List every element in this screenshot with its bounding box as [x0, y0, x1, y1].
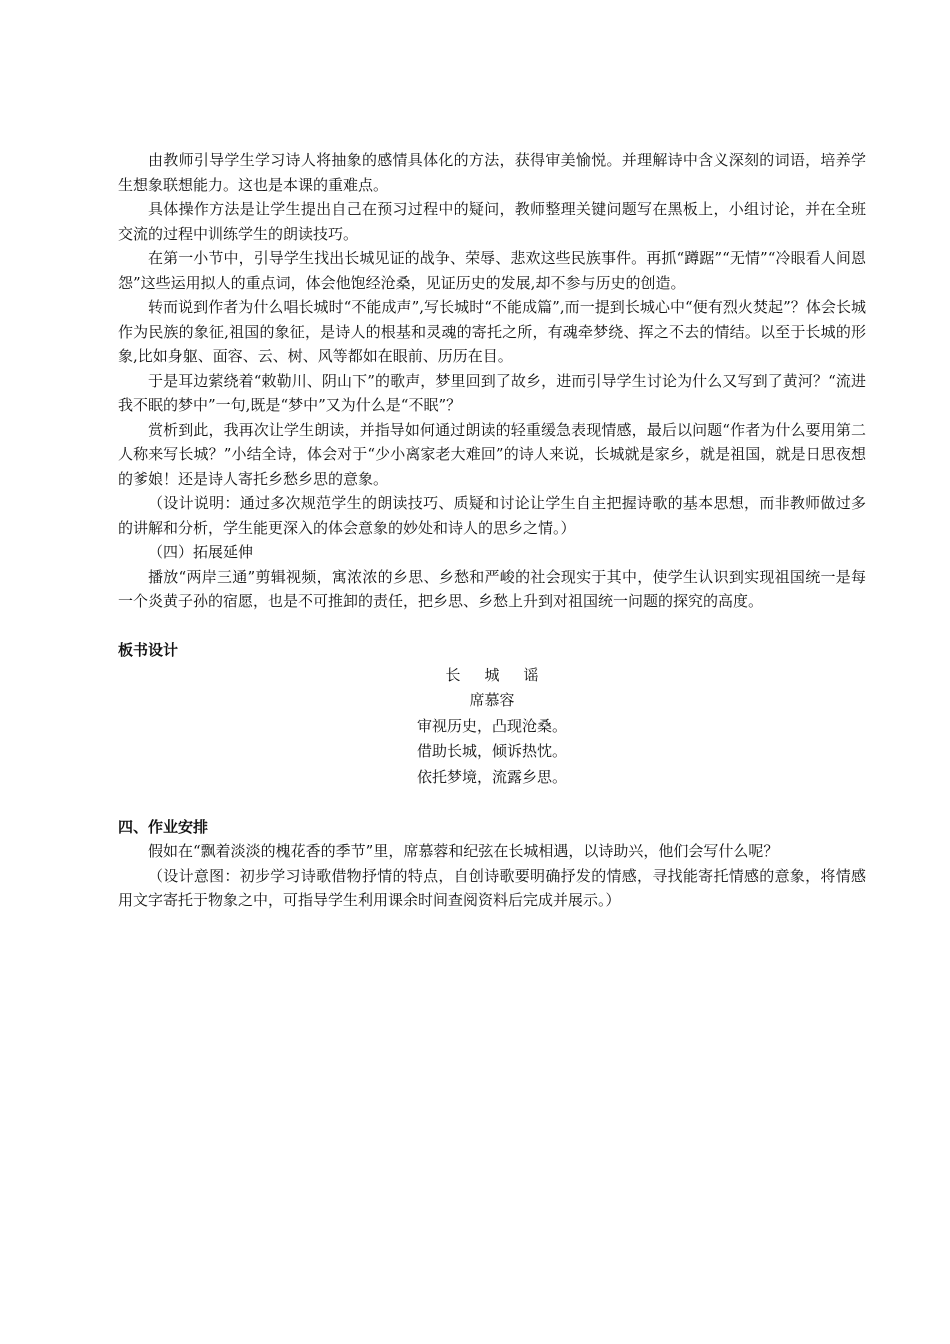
paragraph-yellow-river: 于是耳边萦绕着“敕勒川、阴山下”的歌声，梦里回到了故乡，进而引导学生讨论为什么又写到了黄河？“流进我不眠的梦中”一句,既是“梦中”又为什么是“不眠”？ [118, 371, 866, 414]
spacer [118, 614, 866, 639]
paragraph-appreciation: 赏析到此，我再次让学生朗读，并指导如何通过朗读的轻重缓急表现情感，最后以问题“作者为什么要用第二人称来写长城？”小结全诗，体会对于“少小离家老大难回”的诗人来说，长城就是家乡，就是祖国，就是日思夜想的爹娘！还是诗人寄托乡愁乡思的意象。 [118, 420, 866, 488]
board-design-heading: 板书设计 [118, 641, 179, 659]
paragraph-first-stanza: 在第一小节中，引导学生找出长城见证的战争、荣辱、悲欢这些民族事件。再抓“蹲踞”“无情”“冷眼看人间恩怨”这些运用拟人的重点词，体会他饱经沧桑，见证历史的发展,却不参与历史的创造。 [118, 249, 866, 292]
document-body [118, 148, 866, 913]
homework-design-note: （设计意图：初步学习诗歌借物抒情的特点，自创诗歌要明确抒发的情感，寻找能寄托情感的意象，将情感用文字寄托于物象之中，可指导学生利用课余时间查阅资料后完成并展示。） [118, 866, 866, 909]
poem-title: 长城谣 [445, 665, 563, 684]
section-extension-title: （四）拓展延伸 [148, 543, 254, 561]
paragraph-operation-method: 具体操作方法是让学生提出自己在预习过程中的疑问，教师整理关键问题写在黑板上，小组讨论，并在全班交流的过程中训练学生的朗读技巧。 [118, 200, 866, 243]
paragraph-cannot-sing: 转而说到作者为什么唱长城时“不能成声”,写长城时“不能成篇”,而一提到长城心中“便有烈火焚起”？体会长城作为民族的象征,祖国的象征，是诗人的根基和灵魂的寄托之所，有魂牵梦绕、挥之不去的情结。以至于长城的形象,比如身躯、面容、云、树、风等都如在眼前、历历在目。 [118, 298, 866, 365]
board-line: 借助长城，倾诉热忱。 [416, 742, 567, 760]
paragraph-design-note: （设计说明：通过多次规范学生的朗读技巧、质疑和讨论让学生自主把握诗歌的基本思想，而非教师做过多的讲解和分析，学生能更深入的体会意象的妙处和诗人的思乡之情。） [118, 494, 866, 537]
paragraph-extension: 播放“两岸三通”剪辑视频，寓浓浓的乡思、乡愁和严峻的社会现实于其中，使学生认识到实现祖国统一是每一个炎黄子孙的宿愿，也是不可推卸的责任，把乡思、乡愁上升到对祖国统一问题的探究的高度。 [118, 567, 866, 610]
poem-author: 席慕容 [469, 691, 515, 709]
paragraph-teaching-method: 由教师引导学生学习诗人将抽象的感情具体化的方法，获得审美愉悦。并理解诗中含义深刻的词语，培养学生想象联想能力。这也是本课的重难点。 [118, 151, 866, 194]
board-line: 依托梦境，流露乡思。 [416, 767, 567, 786]
board-line: 审视历史，凸现沧桑。 [416, 716, 567, 735]
homework-heading: 四、作业安排 [118, 817, 209, 836]
board-design [118, 663, 866, 791]
spacer [118, 790, 866, 815]
homework-text: 假如在“飘着淡淡的槐花香的季节”里，席慕蓉和纪弦在长城相遇，以诗助兴，他们会写什么呢？ [148, 842, 779, 860]
